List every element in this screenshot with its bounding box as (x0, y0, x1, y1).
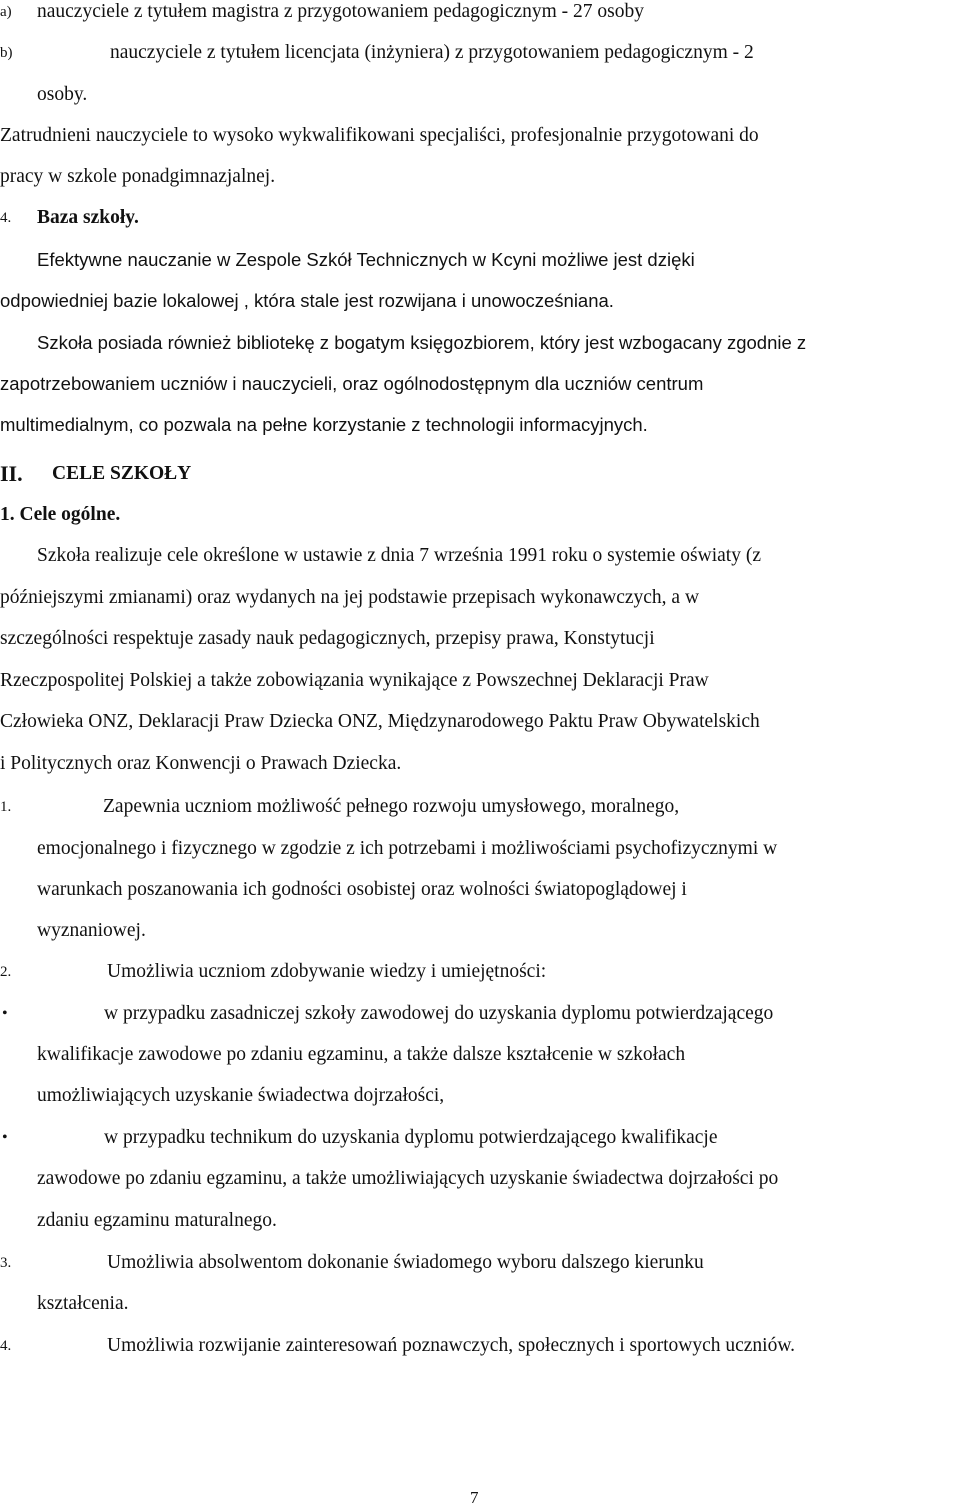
goals-paragraph-line1: Szkoła realizuje cele określone w ustawie z dnia 7 września 1991 roku o systemie oświaty (z (37, 545, 761, 566)
base-paragraph-line4: zapotrzebowaniem uczniów i nauczycieli, oraz ogólnodostępnym dla uczniów centrum (0, 373, 704, 394)
chapter-title: CELE SZKOŁY (52, 463, 192, 484)
goals-list-number-3: 3. (0, 1255, 12, 1271)
list-item-b-text-line2: osoby. (37, 84, 88, 105)
goals-list-item1-line4: wyznaniowej. (37, 920, 146, 941)
section-title: Baza szkoły. (37, 207, 139, 228)
bullet-marker: • (2, 1005, 8, 1022)
goals-list-item2-line1: Umożliwia uczniom zdobywanie wiedzy i umiejętności: (107, 961, 547, 982)
goals-list-number-4: 4. (0, 1338, 12, 1354)
bullet-marker: • (2, 1129, 8, 1146)
goals-list-item2-sub2-line2: zawodowe po zdaniu egzaminu, a także umożliwiających uzyskanie świadectwa dojrzałości po (37, 1168, 779, 1189)
base-paragraph-line5: multimedialnym, co pozwala na pełne korzystanie z technologii informacyjnych. (0, 414, 648, 435)
goals-list-item2-sub2-line1: w przypadku technikum do uzyskania dyplomu potwierdzającego kwalifikacje (104, 1127, 718, 1148)
chapter-number: II. (0, 461, 23, 486)
base-paragraph-line2: odpowiedniej bazie lokalowej , która stale jest rozwijana i unowocześniana. (0, 290, 614, 311)
list-item-b-text-line1: nauczyciele z tytułem licencjata (inżyniera) z przygotowaniem pedagogicznym - 2 (110, 42, 754, 63)
goals-paragraph-line2: późniejszymi zmianami) oraz wydanych na jej podstawie przepisach wykonawczych, a w (0, 587, 700, 608)
goals-list-item1-line2: emocjonalnego i fizycznego w zgodzie z ich potrzebami i możliwościami psychofizycznymi w (37, 838, 778, 859)
section-number: 4. (0, 210, 12, 226)
staff-paragraph-line2: pracy w szkole ponadgimnazjalnej. (0, 166, 276, 187)
staff-paragraph-line1: Zatrudnieni nauczyciele to wysoko wykwalifikowani specjaliści, profesjonalnie przygotowani do (0, 125, 759, 146)
page-number: 7 (470, 1488, 479, 1507)
goals-list-item4-line1: Umożliwia rozwijanie zainteresowań poznawczych, społecznych i sportowych uczniów. (107, 1335, 796, 1356)
subsection-title: 1. Cele ogólne. (0, 504, 121, 525)
list-marker-a: a) (0, 4, 12, 20)
goals-list-number-1: 1. (0, 799, 12, 815)
goals-list-item2-sub1-line1: w przypadku zasadniczej szkoły zawodowej do uzyskania dyplomu potwierdzającego (104, 1003, 774, 1024)
goals-paragraph-line6: i Politycznych oraz Konwencji o Prawach Dziecka. (0, 753, 402, 774)
goals-list-item2-sub1-line3: umożliwiających uzyskanie świadectwa dojrzałości, (37, 1085, 445, 1106)
goals-paragraph-line4: Rzeczpospolitej Polskiej a także zobowiązania wynikające z Powszechnej Deklaracji Praw (0, 670, 709, 691)
goals-list-item3-line1: Umożliwia absolwentom dokonanie świadomego wyboru dalszego kierunku (107, 1252, 704, 1273)
goals-paragraph-line5: Człowieka ONZ, Deklaracji Praw Dziecka ONZ, Międzynarodowego Paktu Praw Obywatelskich (0, 711, 760, 732)
goals-list-item1-line1: Zapewnia uczniom możliwość pełnego rozwoju umysłowego, moralnego, (103, 796, 680, 817)
goals-list-item1-line3: warunkach poszanowania ich godności osobistej oraz wolności światopoglądowej i (37, 879, 687, 900)
goals-paragraph-line3: szczególności respektuje zasady nauk pedagogicznych, przepisy prawa, Konstytucji (0, 628, 655, 649)
goals-list-number-2: 2. (0, 964, 12, 980)
base-paragraph-line1: Efektywne nauczanie w Zespole Szkół Technicznych w Kcyni możliwe jest dzięki (37, 249, 695, 270)
list-marker-b: b) (0, 45, 13, 61)
goals-list-item3-line2: kształcenia. (37, 1293, 129, 1314)
base-paragraph-line3: Szkoła posiada również bibliotekę z bogatym księgozbiorem, który jest wzbogacany zgodnie z (37, 332, 807, 353)
goals-list-item2-sub1-line2: kwalifikacje zawodowe po zdaniu egzaminu, a także dalsze kształcenie w szkołach (37, 1044, 686, 1065)
list-item-a-text: nauczyciele z tytułem magistra z przygotowaniem pedagogicznym - 27 osoby (37, 1, 645, 22)
goals-list-item2-sub2-line3: zdaniu egzaminu maturalnego. (37, 1210, 277, 1231)
